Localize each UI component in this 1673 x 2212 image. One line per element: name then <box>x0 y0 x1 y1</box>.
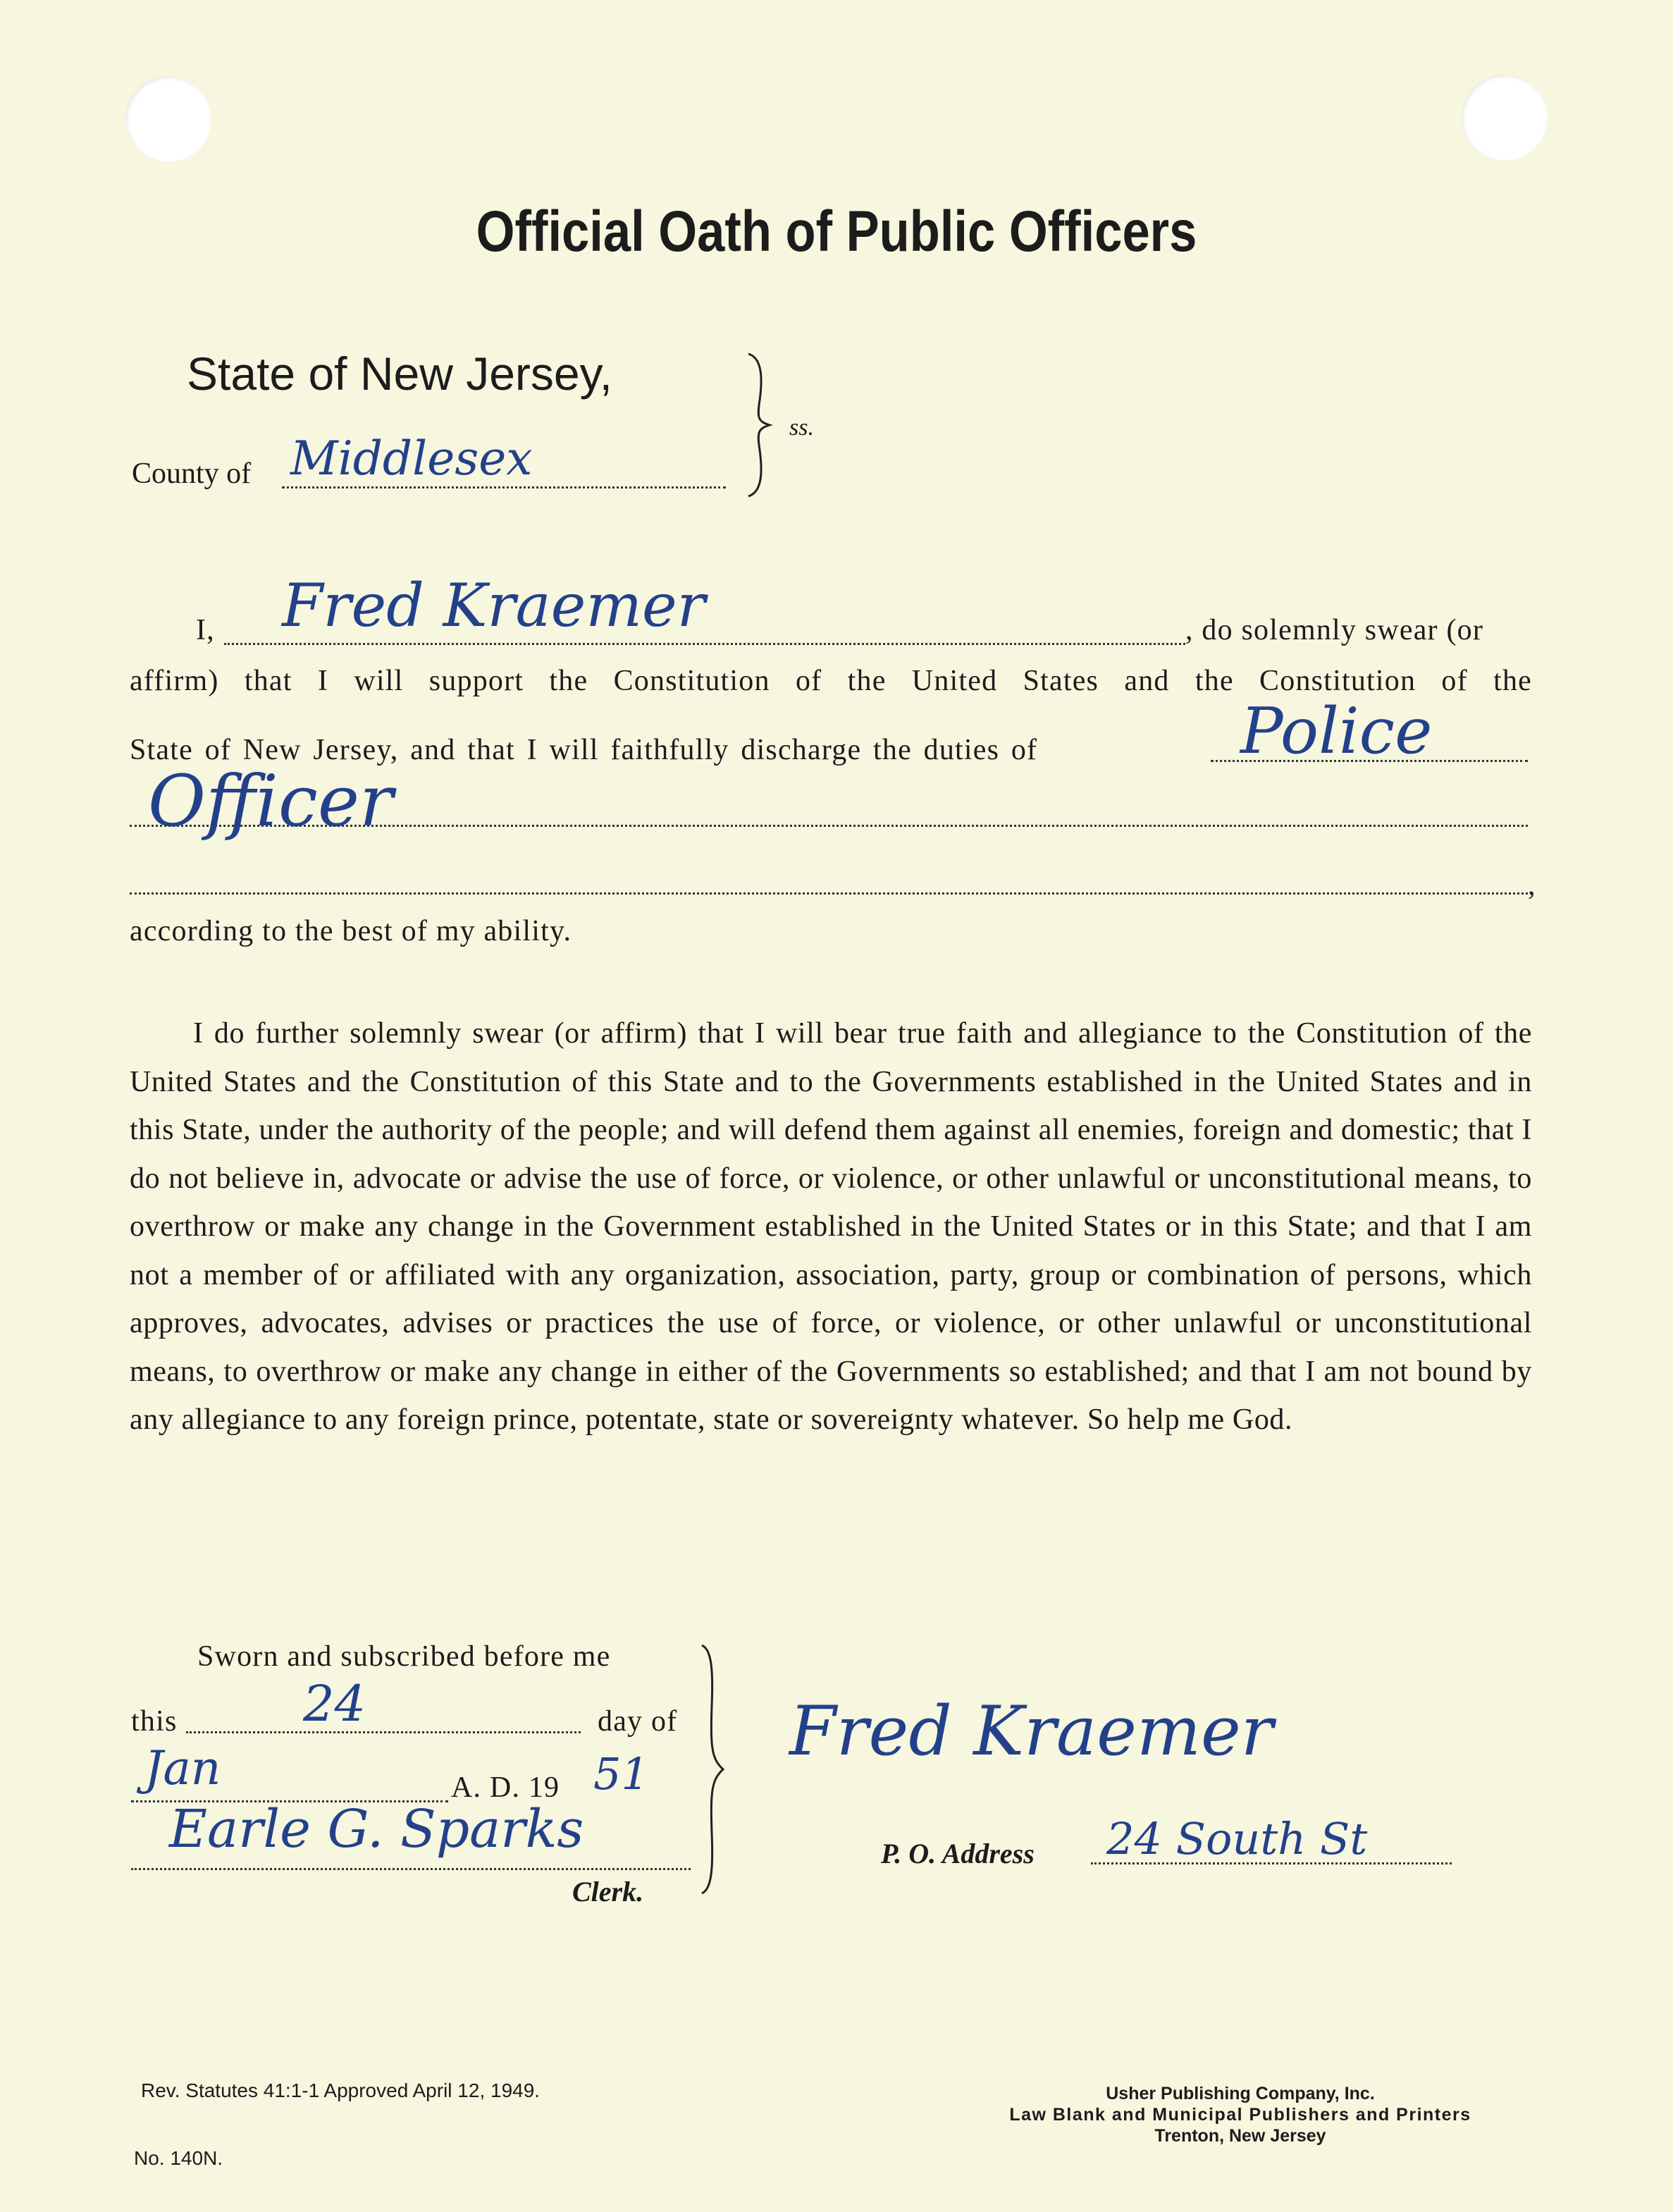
day-handwritten: 24 <box>303 1675 366 1733</box>
line-end-comma: , <box>1528 869 1536 902</box>
year-handwritten: 51 <box>593 1748 649 1800</box>
day-line <box>186 1731 581 1733</box>
po-address-label: P. O. Address <box>881 1838 1035 1869</box>
office-handwritten-2: Officer <box>148 760 393 842</box>
officer-signature: Fred Kraemer <box>789 1692 1273 1771</box>
publisher-city: Trenton, New Jersey <box>1154 2126 1326 2146</box>
ad-label: A. D. 19 <box>451 1771 560 1804</box>
allegiance-text: I do further solemnly swear (or affirm) that I will bear true faith and allegiance to the Constitution of the United States and the Constitution of this State and to the Governments established in the United States and in this State, under the authority of the people; and will defend them against all enemies, foreign and domestic; that I do not believe in, advocate or advise the use of force, or violence, or other unlawful or unconstitutional means, to overthrow or make any change in the Government established in the United States or in this State; and that I am not a member of or affiliated with any organization, association, party, group or combination of persons, which approves, advocates, advises or practices the use of force, or violence, or other unlawful or unconstitutional means, to overthrow or make any change in either of the Governments so established; and that I am not bound by any allegiance to any foreign prince, potentate, state or sovereignty whatever. So help me God. <box>130 1017 1532 1436</box>
county-line <box>282 486 726 489</box>
allegiance-paragraph <box>130 1009 1532 1444</box>
form-number: No. 140N. <box>134 2147 223 2169</box>
office-handwritten-1: Police <box>1240 694 1433 768</box>
name-line <box>224 643 1185 645</box>
venue-brace <box>741 351 777 499</box>
county-label: County of <box>132 457 252 490</box>
duties-line-3 <box>130 892 1528 895</box>
swear-text: , do solemnly swear (or <box>1185 614 1484 646</box>
ss-label: ss. <box>789 414 814 441</box>
statute-reference: Rev. Statutes 41:1-1 Approved April 12, 1949. <box>141 2079 541 2101</box>
oath-line-2: affirm) that I will support the Constitution of the United States and the Constitution of the <box>130 665 1532 697</box>
oath-line-4: according to the best of my ability. <box>130 915 572 947</box>
punch-hole-left <box>125 76 211 162</box>
clerk-signature: Earle G. Sparks <box>169 1799 584 1860</box>
po-address-handwritten: 24 South St <box>1106 1813 1368 1864</box>
this-label: this <box>131 1705 178 1738</box>
publisher-line-2: Law Blank and Municipal Publishers and Printers <box>1009 2105 1471 2125</box>
form-title: Official Oath of Public Officers <box>476 199 1197 264</box>
publisher-name: Usher Publishing Company, Inc. <box>1106 2084 1375 2103</box>
county-handwritten: Middlesex <box>290 431 533 486</box>
clerk-line <box>131 1868 691 1870</box>
punch-hole-right <box>1462 75 1548 161</box>
oath-intro: I, <box>196 614 215 646</box>
sworn-text: Sworn and subscribed before me <box>197 1640 611 1673</box>
officer-name-handwritten: Fred Kraemer <box>282 571 705 640</box>
month-handwritten: Jan <box>144 1741 221 1795</box>
day-of-label: day of <box>598 1705 678 1738</box>
clerk-label: Clerk. <box>572 1876 644 1907</box>
oath-line-3: State of New Jersey, and that I will faithfully discharge the duties of <box>130 734 1038 766</box>
state-heading: State of New Jersey, <box>187 348 613 400</box>
jurat-brace <box>698 1642 733 1896</box>
